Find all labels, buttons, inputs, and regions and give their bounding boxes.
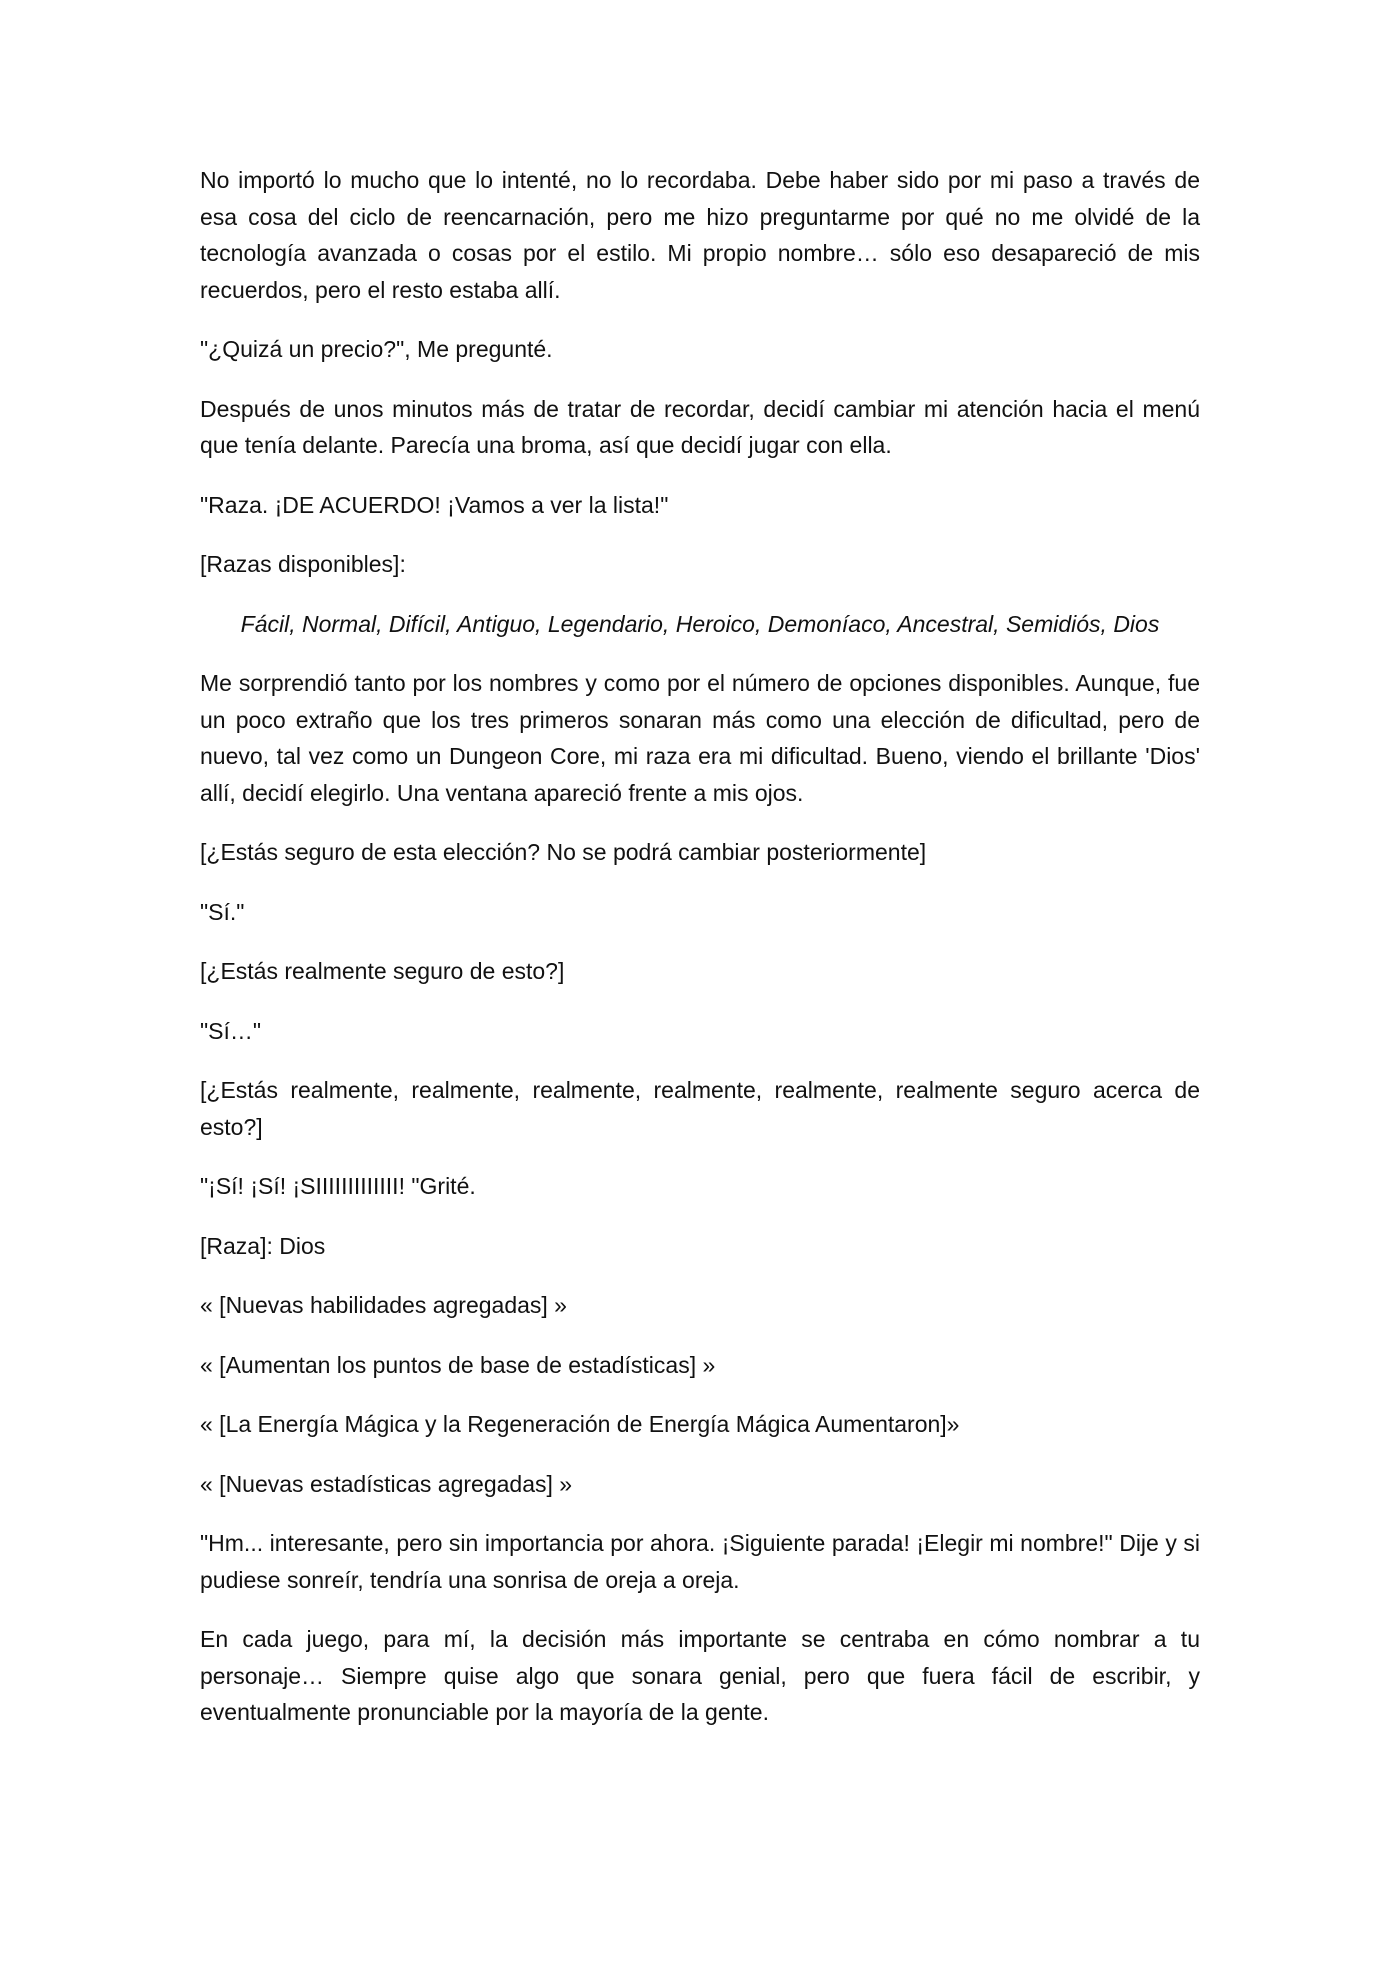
paragraph-race-god: [Raza]: Dios	[200, 1232, 326, 1259]
paragraph-new-skills: « [Nuevas habilidades agregadas] »	[200, 1292, 567, 1318]
paragraph-yes-shout: "¡Sí! ¡Sí! ¡SIIIIIIIIIIIII! "Grité.	[200, 1173, 476, 1199]
paragraph-memory-loss: No importó lo mucho que lo intenté, no lo recordaba. Debe haber sido por mi paso a través de esa cosa del ciclo de reencarnación, pero me hizo preguntarme por qué no me olvidé de la tecnología avanzada o cosas por el estilo. Mi propio nombre… sólo eso desapareció de mis recuerdos, pero el resto estaba allí.	[200, 167, 1200, 303]
paragraph-magic-energy-increase: « [La Energía Mágica y la Regeneración de Energía Mágica Aumentaron]»	[200, 1411, 960, 1437]
paragraph-race-options: Fácil, Normal, Difícil, Antiguo, Legendario, Heroico, Demoníaco, Ancestral, Semidiós, Dios	[240, 610, 1160, 637]
paragraph-menu-attention: Después de unos minutos más de tratar de recordar, decidí cambiar mi atención hacia el menú que tenía delante. Parecía una broma, así que decidí jugar con ella.	[200, 395, 1200, 458]
paragraph-price-question: "¿Quizá un precio?", Me pregunté.	[200, 336, 553, 362]
paragraph-new-stats: « [Nuevas estadísticas agregadas] »	[200, 1470, 573, 1497]
paragraph-base-stats-increase: « [Aumentan los puntos de base de estadísticas] »	[200, 1351, 716, 1378]
paragraph-confirm-choice: [¿Estás seguro de esta elección? No se podrá cambiar posteriormente]	[200, 839, 927, 865]
paragraph-yes-1: "Sí."	[200, 898, 245, 925]
document-page	[200, 162, 1200, 1731]
paragraph-naming-decision: En cada juego, para mí, la decisión más importante se centraba en cómo nombrar a tu personaje… Siempre quise algo que sonara genial, pero que fuera fácil de escribir, y eventualmente pronunciable por la mayoría de la gente.	[200, 1626, 1200, 1725]
paragraph-available-races-label: [Razas disponibles]:	[200, 551, 406, 577]
paragraph-race-list-quote: "Raza. ¡DE ACUERDO! ¡Vamos a ver la lista!"	[200, 491, 669, 518]
paragraph-really-sure: [¿Estás realmente seguro de esto?]	[200, 958, 565, 984]
paragraph-really-really-sure: [¿Estás realmente, realmente, realmente, realmente, realmente, realmente seguro acerca de esto?]	[200, 1077, 1200, 1140]
paragraph-yes-2: "Sí…"	[200, 1017, 262, 1044]
paragraph-surprise-names: Me sorprendió tanto por los nombres y como por el número de opciones disponibles. Aunque, fue un poco extraño que los tres primeros sonaran más como una elección de dificultad, pero de nuevo, tal vez como un Dungeon Core, mi raza era mi dificultad. Bueno, viendo el brillante 'Dios' allí, decidí elegirlo. Una ventana apareció frente a mis ojos.	[200, 670, 1200, 806]
paragraph-choose-name: "Hm... interesante, pero sin importancia por ahora. ¡Siguiente parada! ¡Elegir mi nombre!" Dije y si pudiese sonreír, tendría una sonrisa de oreja a oreja.	[200, 1530, 1200, 1593]
